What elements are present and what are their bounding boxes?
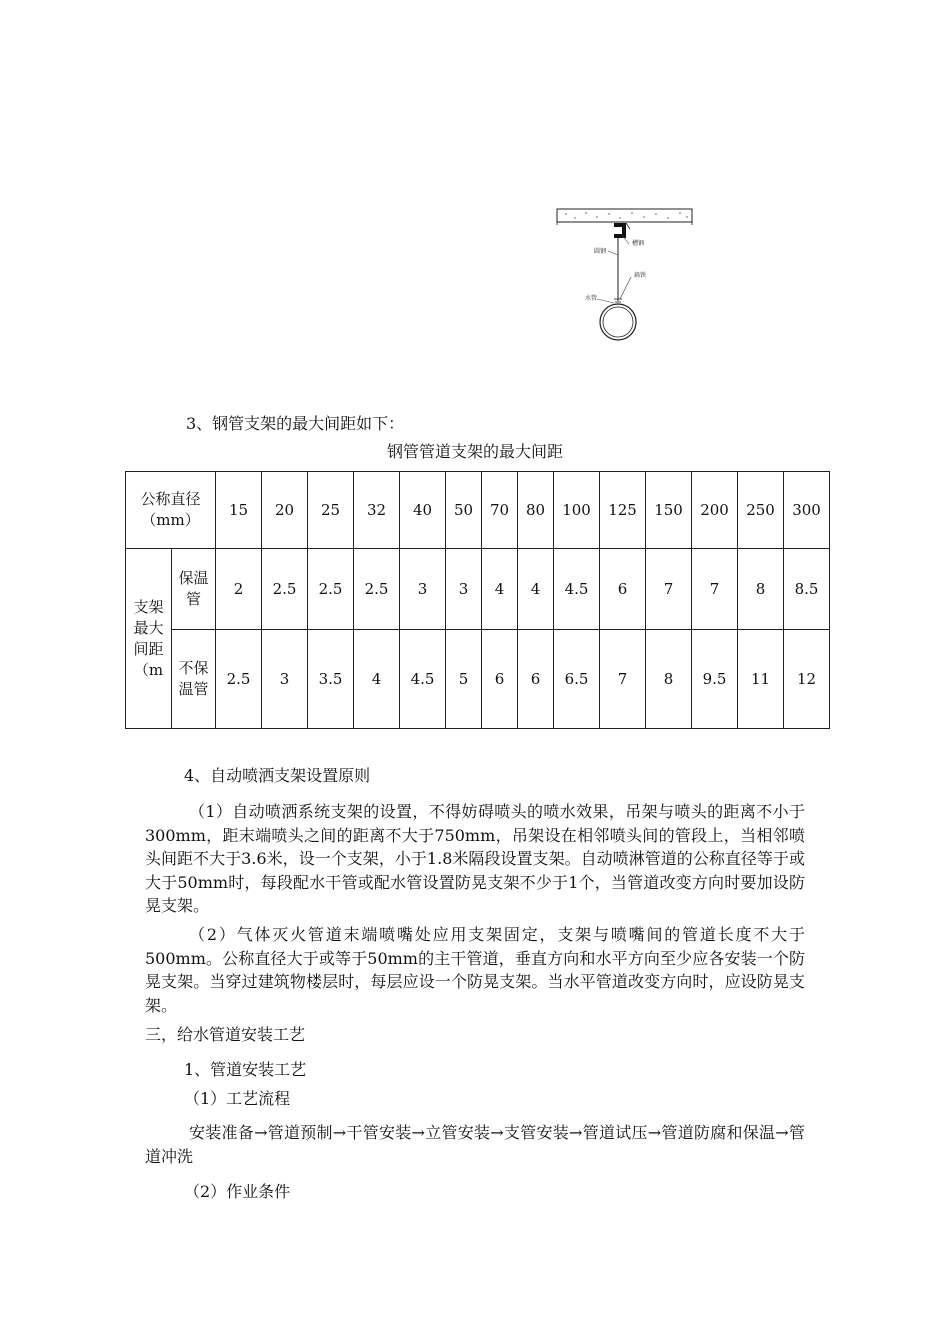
value-cell: 6 [600, 549, 646, 630]
diameter-cell: 25 [308, 472, 354, 549]
support-spacing-table [125, 471, 830, 729]
value-cell: 7 [646, 549, 692, 630]
value-cell: 11 [738, 630, 784, 729]
subsection-work-conditions: （2）作业条件 [184, 1182, 291, 1201]
value-cell: 7 [692, 549, 738, 630]
header-nominal-diameter: 公称直径（mm） [126, 472, 216, 549]
diameter-cell: 20 [262, 472, 308, 549]
section-water-pipe-installation: 三，给水管道安装工艺 [145, 1025, 306, 1044]
value-cell: 9.5 [692, 630, 738, 729]
value-cell: 8 [646, 630, 692, 729]
diameter-cell: 300 [784, 472, 830, 549]
paragraph-gas-extinguishing-supports: （2）气体灭火管道末端喷嘴处应用支架固定，支架与喷嘴间的管道长度不大于500mm。公称直径大于或等于50mm的主干管道，垂直方向和水平方向至少应各安装一个防晃支架。当穿过建筑物楼层时，每层应设一个防晃支架。当水平管道改变方向时，应设防晃支架。 [145, 925, 805, 1015]
channel-steel [614, 223, 626, 238]
subsection-pipe-installation-process: 1、管道安装工艺 [184, 1060, 307, 1079]
diameter-cell: 40 [400, 472, 446, 549]
diameter-cell: 15 [216, 472, 262, 549]
row-label-non-insulated: 不保温管 [172, 630, 216, 729]
process-flow-text: 安装准备→管道预制→干管安装→立管安装→支管安装→管道试压→管道防腐和保温→管道冲洗 [145, 1123, 805, 1166]
value-cell: 8 [738, 549, 784, 630]
value-cell: 6.5 [554, 630, 600, 729]
value-cell: 2.5 [308, 549, 354, 630]
label-water-pipe: 水管 [585, 295, 598, 302]
diameter-cell: 80 [518, 472, 554, 549]
table-row-non-insulated [126, 630, 830, 729]
paragraph-sprinkler-supports: （1）自动喷洒系统支架的设置，不得妨碍喷头的喷水效果，吊架与喷头的距离不小于300mm，距末端喷头之间的距离不大于750mm，吊架设在相邻喷头间的管段上，当相邻喷头间距不大于3.6米，设一个支架，小于1.8米隔段设置支架。自动喷淋管道的公称直径等于或大于50mm时，每段配水干管或配水管设置防晃支架不少于1个，当管道改变方向时要加设防晃支架。 [145, 802, 805, 915]
value-cell: 2.5 [354, 549, 400, 630]
value-cell: 3 [262, 630, 308, 729]
table-header-row [126, 472, 830, 549]
diameter-cell: 100 [554, 472, 600, 549]
value-cell: 4.5 [554, 549, 600, 630]
group-label-max-spacing: 支架最大间距（m [126, 549, 172, 729]
ceiling-slab [557, 209, 692, 222]
value-cell: 4.5 [400, 630, 446, 729]
diameter-cell: 70 [482, 472, 518, 549]
diameter-cell: 32 [354, 472, 400, 549]
row-label-insulated: 保温管 [172, 549, 216, 630]
value-cell: 4 [518, 549, 554, 630]
value-cell: 8.5 [784, 549, 830, 630]
value-cell: 4 [482, 549, 518, 630]
label-flat-iron: 扁铁 [634, 272, 647, 279]
value-cell: 3.5 [308, 630, 354, 729]
diameter-cell: 150 [646, 472, 692, 549]
diameter-cell: 50 [446, 472, 482, 549]
diameter-cell: 250 [738, 472, 784, 549]
value-cell: 6 [482, 630, 518, 729]
diameter-cell: 200 [692, 472, 738, 549]
value-cell: 7 [600, 630, 646, 729]
value-cell: 3 [446, 549, 482, 630]
table-caption: 钢管管道支架的最大间距 [386, 442, 563, 461]
value-cell: 12 [784, 630, 830, 729]
label-round-steel: 圆钢 [594, 248, 607, 255]
heading-steel-support-spacing: 3、钢管支架的最大间距如下： [186, 414, 405, 433]
label-channel-steel: 槽钢 [632, 240, 645, 247]
value-cell: 2 [216, 549, 262, 630]
pipe-hanger-figure [552, 205, 697, 345]
heading-sprinkler-support-principles: 4、自动喷洒支架设置原则 [184, 766, 371, 785]
value-cell: 2.5 [262, 549, 308, 630]
value-cell: 4 [354, 630, 400, 729]
water-pipe [600, 304, 636, 340]
subsection-process-flow: （1）工艺流程 [184, 1089, 291, 1108]
value-cell: 2.5 [216, 630, 262, 729]
value-cell: 3 [400, 549, 446, 630]
table-row-insulated [126, 549, 830, 630]
diameter-cell: 125 [600, 472, 646, 549]
value-cell: 5 [446, 630, 482, 729]
value-cell: 6 [518, 630, 554, 729]
